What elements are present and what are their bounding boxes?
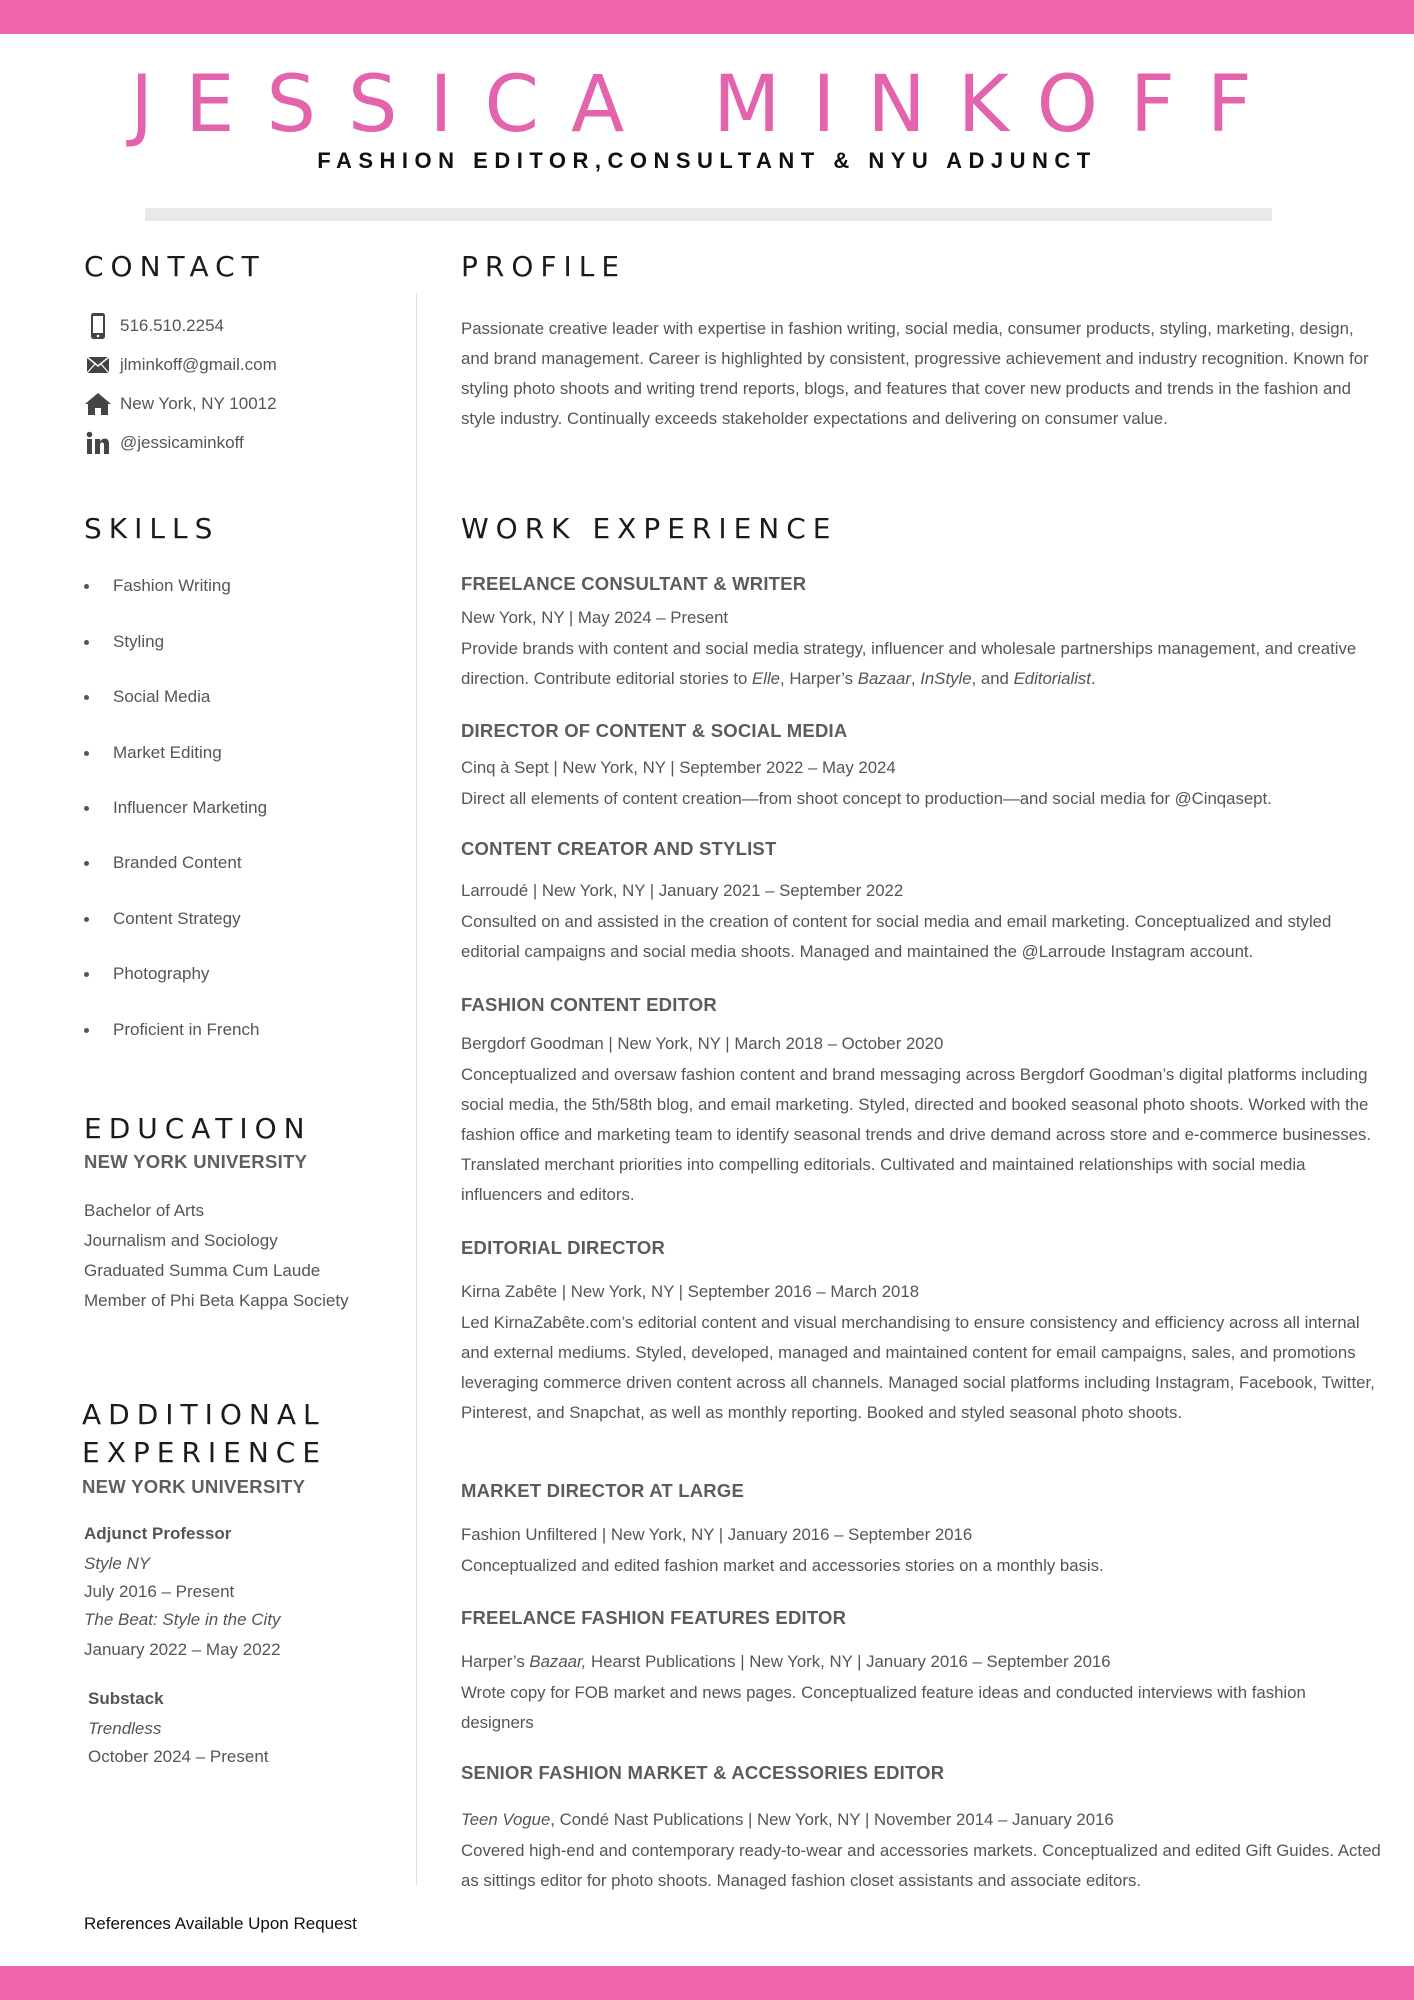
job-meta: Teen Vogue, Condé Nast Publications | New York, NY | November 2014 – January 2016 bbox=[461, 1810, 1114, 1829]
contact-address bbox=[84, 390, 277, 418]
additional-heading-line2: EXPERIENCE bbox=[82, 1436, 328, 1469]
job-meta: Kirna Zabête | New York, NY | September 2016 – March 2018 bbox=[461, 1282, 920, 1301]
substack-label: Substack bbox=[88, 1689, 164, 1708]
job-title: SENIOR FASHION MARKET & ACCESSORIES EDITOR bbox=[461, 1762, 945, 1783]
course-name: The Beat: Style in the City bbox=[84, 1610, 281, 1629]
adjunct-role: Adjunct Professor bbox=[84, 1524, 232, 1543]
job-title: EDITORIAL DIRECTOR bbox=[461, 1237, 666, 1258]
education-school: NEW YORK UNIVERSITY bbox=[84, 1151, 308, 1172]
contact-linkedin-text: @jessicaminkoff bbox=[120, 433, 244, 452]
skill-item: Influencer Marketing bbox=[84, 798, 267, 818]
job-meta: Larroudé | New York, NY | January 2021 – September 2022 bbox=[461, 881, 904, 900]
course-dates: July 2016 – Present bbox=[84, 1582, 235, 1601]
skill-item: Market Editing bbox=[84, 743, 222, 763]
top-accent-bar bbox=[0, 0, 1414, 34]
substack-dates: October 2024 – Present bbox=[88, 1747, 269, 1766]
job-title: FREELANCE CONSULTANT & WRITER bbox=[461, 573, 807, 594]
job-description: Covered high-end and contemporary ready-to-wear and accessories markets. Conceptualized and edited Gift Guides. Acted as sittings editor for photo shoots. Managed fashion closet assistants and associate editors. bbox=[461, 1841, 1381, 1890]
skill-item: Social Media bbox=[84, 687, 210, 707]
skill-item: Styling bbox=[84, 632, 164, 652]
job-meta: Bergdorf Goodman | New York, NY | March 2018 – October 2020 bbox=[461, 1034, 944, 1053]
job-description: Provide brands with content and social media strategy, influencer and wholesale partnerships management, and creative direction. Contribute editorial stories to Elle, Harper’s Bazaar, InStyle, and Editorialist. bbox=[461, 639, 1357, 688]
contact-email-text: jlminkoff@gmail.com bbox=[120, 355, 277, 374]
job-title: DIRECTOR OF CONTENT & SOCIAL MEDIA bbox=[461, 720, 848, 741]
work-heading: WORK EXPERIENCE bbox=[461, 512, 838, 545]
contact-phone bbox=[84, 312, 224, 340]
job-title: FASHION CONTENT EDITOR bbox=[461, 994, 717, 1015]
substack-name: Trendless bbox=[88, 1719, 162, 1738]
job-description: Direct all elements of content creation—from shoot concept to production—and social media for @Cinqasept. bbox=[461, 789, 1272, 808]
skill-item: Fashion Writing bbox=[84, 576, 231, 596]
education-heading: EDUCATION bbox=[84, 1112, 312, 1145]
job-title: CONTENT CREATOR AND STYLIST bbox=[461, 838, 777, 859]
education-line: Graduated Summa Cum Laude bbox=[84, 1261, 321, 1280]
job-description: Conceptualized and oversaw fashion content and brand messaging across Bergdorf Goodman’s digital platforms including social media, the 5th/58th blog, and email marketing. Styled, directed and booked seasonal photo shoots. Worked with the fashion office and marketing team to identify seasonal trends and drive demand across store and e-commerce businesses. Translated merchant priorities into compelling editorials. Cultivated and maintained relationships with social media influencers and editors. bbox=[461, 1065, 1372, 1204]
contact-linkedin bbox=[84, 429, 244, 457]
education-line: Journalism and Sociology bbox=[84, 1231, 278, 1250]
additional-school: NEW YORK UNIVERSITY bbox=[82, 1476, 306, 1497]
additional-heading-line1: ADDITIONAL bbox=[82, 1398, 326, 1431]
job-meta: Fashion Unfiltered | New York, NY | January 2016 – September 2016 bbox=[461, 1525, 973, 1544]
job-title: MARKET DIRECTOR AT LARGE bbox=[461, 1480, 744, 1501]
course-dates: January 2022 – May 2022 bbox=[84, 1640, 281, 1659]
mail-icon bbox=[84, 351, 112, 379]
skill-item: Photography bbox=[84, 964, 209, 984]
linkedin-icon bbox=[84, 429, 112, 457]
job-description: Wrote copy for FOB market and news pages. Conceptualized feature ideas and conducted interviews with fashion designers bbox=[461, 1683, 1306, 1732]
course-name: Style NY bbox=[84, 1554, 151, 1573]
bottom-accent-bar bbox=[0, 1966, 1414, 2000]
header-divider bbox=[145, 208, 1272, 221]
home-icon bbox=[84, 390, 112, 418]
job-title: FREELANCE FASHION FEATURES EDITOR bbox=[461, 1607, 847, 1628]
job-meta: New York, NY | May 2024 – Present bbox=[461, 608, 729, 627]
job-description: Led KirnaZabête.com’s editorial content and visual merchandising to ensure consistency and efficiency across all internal and external mediums. Styled, developed, managed and maintained content for email campaigns, sales, and promotions leveraging commerce driven content across all channels. Managed social platforms including Instagram, Facebook, Twitter, Pinterest, and Snapchat, as well as monthly reporting. Booked and styled seasonal photo shoots. bbox=[461, 1313, 1375, 1422]
skill-item: Proficient in French bbox=[84, 1020, 259, 1040]
profile-heading: PROFILE bbox=[461, 250, 627, 283]
profile-text: Passionate creative leader with expertise in fashion writing, social media, consumer products, styling, marketing, design, and brand management. Career is highlighted by consistent, progressive achievement and industry recognition. Known for styling photo shoots and writing trend reports, blogs, and features that cover new products and trends in the fashion and style industry. Continually exceeds stakeholder expectations and delivering on consumer value. bbox=[461, 319, 1369, 428]
skill-item: Branded Content bbox=[84, 853, 242, 873]
job-description: Consulted on and assisted in the creation of content for social media and email marketing. Conceptualized and styled editorial campaigns and social media shoots. Managed and maintained the @Larroude Instagram account. bbox=[461, 912, 1332, 961]
education-line: Member of Phi Beta Kappa Society bbox=[84, 1291, 349, 1310]
job-description: Conceptualized and edited fashion market and accessories stories on a monthly basis. bbox=[461, 1556, 1104, 1575]
skill-item: Content Strategy bbox=[84, 909, 241, 929]
contact-heading: CONTACT bbox=[84, 250, 266, 283]
column-divider bbox=[416, 293, 417, 1885]
contact-phone-text: 516.510.2254 bbox=[120, 316, 224, 335]
job-meta: Harper’s Bazaar, Hearst Publications | New York, NY | January 2016 – September 2016 bbox=[461, 1652, 1111, 1671]
job-meta: Cinq à Sept | New York, NY | September 2022 – May 2024 bbox=[461, 758, 896, 777]
education-line: Bachelor of Arts bbox=[84, 1201, 205, 1220]
skills-heading: SKILLS bbox=[84, 512, 220, 545]
candidate-title: FASHION EDITOR,CONSULTANT & NYU ADJUNCT bbox=[317, 148, 1097, 173]
references-note: References Available Upon Request bbox=[84, 1914, 357, 1933]
contact-email bbox=[84, 351, 277, 379]
contact-address-text: New York, NY 10012 bbox=[120, 394, 277, 413]
candidate-name: JESSICA MINKOFF bbox=[130, 60, 1284, 150]
phone-icon bbox=[84, 312, 112, 340]
